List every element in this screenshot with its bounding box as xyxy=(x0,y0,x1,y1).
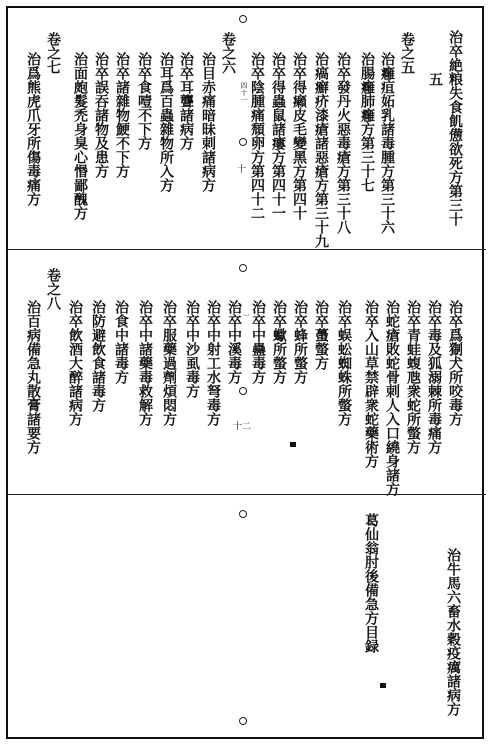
fold-line-2 xyxy=(6,494,486,495)
toc-entry: 治卒誤吞諸物及患方 xyxy=(93,52,109,178)
margin-note: 四十一 xyxy=(240,82,248,103)
toc-entry: 治防避飲食諸毒方 xyxy=(90,300,106,412)
volume-heading: 卷之八 xyxy=(45,268,61,310)
binding-hole xyxy=(239,15,247,23)
toc-entry: 治卒毒及狐溺棘所毒痛方 xyxy=(426,300,442,454)
toc-entry: 治卒蜂所螫方 xyxy=(292,300,308,384)
toc-entry: 治癰疽妬乳諸毒腫方第三十六 xyxy=(379,52,395,234)
toc-entry: 治卒入山草禁辟衆蛇藥術方 xyxy=(363,300,379,468)
volume-heading: 卷之六 xyxy=(220,32,236,74)
toc-entry: 治爲熊虎爪牙所傷毒痛方 xyxy=(25,52,41,206)
toc-entry: 治卒蠍所螫方 xyxy=(271,300,287,384)
margin-note: 一 xyxy=(242,312,250,319)
toc-entry: 治卒耳聾諸病方 xyxy=(178,52,194,150)
toc-entry: 治卒得蟲鼠諸瘻方第四十一 xyxy=(270,52,286,220)
toc-entry: 治蛇瘡敗蛇骨刺人入口繞身諸方 xyxy=(384,300,400,496)
margin-note: 十 xyxy=(237,165,247,175)
toc-entry: 治食中諸毒方 xyxy=(113,300,129,384)
toc-entry: 治腸癰肺癰方第三十七 xyxy=(359,52,375,192)
toc-entry: 治卒服藥過劑煩悶方 xyxy=(161,300,177,426)
toc-entry: 治耳爲百蟲雜物所入方 xyxy=(158,52,174,192)
toc-entry: 治面皰髮禿身臭心惽鄙醜方 xyxy=(72,52,88,220)
toc-entry: 治卒中射工水弩毒方 xyxy=(205,300,221,426)
ink-mark xyxy=(290,442,296,447)
toc-entry: 治百病備急丸散膏諸要方 xyxy=(25,300,41,454)
binding-hole xyxy=(239,387,247,395)
book-title: 葛仙翁肘後備急方目録 xyxy=(363,513,379,653)
toc-entry: 治卒青蛙蝮虺衆蛇所螫方 xyxy=(405,300,421,454)
fold-line-1 xyxy=(6,249,486,250)
binding-hole xyxy=(239,264,247,272)
toc-entry: 治卒飲酒大醉諸病方 xyxy=(67,300,83,426)
toc-entry: 治卒食噎不下方 xyxy=(136,52,152,150)
toc-entry: 治卒中蠱毒方 xyxy=(250,300,266,384)
toc-entry: 治卒中溪毒方 xyxy=(226,300,242,384)
toc-entry: 治卒絶粮失食飢憊欲死方第三十 xyxy=(447,30,463,226)
toc-entry: 治卒中沙虱毒方 xyxy=(184,300,200,398)
toc-entry: 治牛馬六畜水穀疫癘諸病方 xyxy=(445,548,461,716)
toc-entry: 治卒陰腫痛頹卵方第四十二 xyxy=(249,52,265,220)
toc-entry: 治卒爲猘犬所咬毒方 xyxy=(447,300,463,426)
margin-note: 十二 xyxy=(233,422,252,432)
toc-entry: 治瘑癬疥漆瘡諸惡瘡方第三十九 xyxy=(313,52,329,248)
toc-entry: 治卒蜈蚣蜘蛛所螫方 xyxy=(336,300,352,426)
ink-mark xyxy=(380,683,386,688)
toc-entry: 治卒中諸藥毒救解方 xyxy=(137,300,153,426)
binding-hole xyxy=(239,138,247,146)
toc-entry: 治目赤痛暗昧刺諸病方 xyxy=(200,52,216,192)
volume-heading: 卷之七 xyxy=(45,32,61,74)
toc-entry: 治卒蠆螫方 xyxy=(313,300,329,370)
binding-hole xyxy=(239,717,247,725)
binding-hole xyxy=(239,510,247,518)
volume-heading: 卷之五 xyxy=(399,32,415,74)
toc-entry: 治卒得癩皮毛變黑方第四十 xyxy=(291,52,307,220)
toc-entry: 治卒諸雜物鯁不下方 xyxy=(114,52,130,178)
toc-entry: 五 xyxy=(427,72,443,86)
toc-entry: 治卒發丹火惡毒瘡方第三十八 xyxy=(335,52,351,234)
